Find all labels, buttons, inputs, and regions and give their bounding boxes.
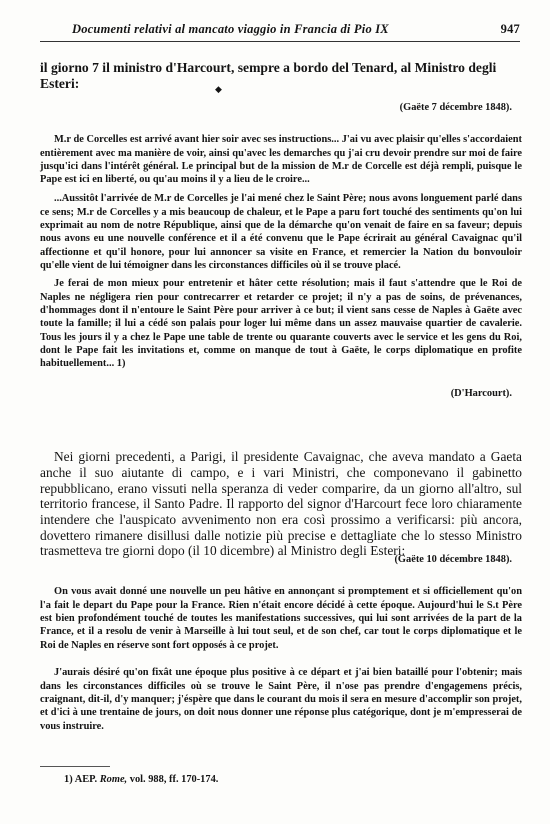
footnote-reference: vol. 988, ff. 170-174.: [129, 774, 219, 785]
letter1-date: (Gaëte 7 décembre 1848).: [399, 102, 512, 113]
letter2-paragraph-2: J'aurais désiré qu'on fixât une époque plus positive à ce départ et j'ai bien bataillé pour l'obtenir; mais dans les circonstances difficiles où se trouve le Saint Père, il n'ose pas prendre d'engagemens précis, craignant, dit-il, d'y manquer; j'éspère que dans le courant du mois il sera en mesure d'accomplir son projet, et d'ici à une trentaine de jours, on doit nous donner une réponse plus catégorique, dont je m'empresserai de vous instruire.: [40, 667, 522, 732]
footnote-rule: [40, 766, 110, 767]
footnote: [64, 774, 218, 785]
running-header: [72, 22, 520, 37]
intro-sentence: il giorno 7 il ministro d'Harcourt, sempre a bordo del Tenard, al Ministro degli Esteri:: [40, 60, 497, 91]
header-rule: [40, 41, 520, 42]
footnote-place: Rome,: [99, 774, 128, 785]
footnote-archive: AEP.: [74, 774, 98, 785]
footnote-marker: 1): [64, 774, 73, 785]
letter1-paragraph-1: M.r de Corcelles est arrivé avant hier soir avec ses instructions... J'ai vu avec plaisir qu'elles s'accordaient entièrement avec ma manière de voir, ainsi qu'avec les demarches qu j'ai cru devoir prendre sur moi de faire jusqu'ici dans l'intérêt général. Le principal but de la mission de M.r de Corcelle est déjà rempli, puisque le Pape est ici en liberté, ou qu'au moins il y a lieu de le croire...: [40, 134, 522, 186]
letter1-signature: (D'Harcourt).: [450, 388, 512, 399]
page-number: 947: [500, 22, 520, 36]
letter1-paragraph-2: ...Aussitôt l'arrivée de M.r de Corcelles je l'ai mené chez le Saint Père; nous avons longuement parlé dans ce sens; M.r de Corcelles y a mis beaucoup de chaleur, et le Pape a paru fort touché des sentiments qu'on lui exprimait au nom de notre République, ainsi que de la démarche qu'on venait de faire en sa faveur; depuis nous avons eu une nouvelle conférence et il a été convenu que le Pape écrirait au général Cavaignac qu'il affectionne et qu'il honore, pour lui annoncer sa visite en France, et remercier la Nation du bonvouloir qu'elle vient de lui témoigner dans les circonstances difficiles où il se trouve placé.: [40, 193, 522, 272]
letter2-date: (Gaëte 10 décembre 1848).: [394, 554, 512, 565]
narrative-paragraph: Nei giorni precedenti, a Parigi, il presidente Cavaignac, che aveva mandato a Gaeta anche il suo aiutante di campo, e i vari Ministri, che componevano il gabinetto repubblicano, erano vissuti nella speranza di veder comparire, da un giorno all'altro, sul territorio francese, il Santo Padre. Il rapporto del signor d'Harcourt fece loro chiaramente intendere che l'auspicato avvenimento non era così prossimo a verificarsi: più ancora, dovettero rimanere disillusi dalle notizie più precise e dettagliate che lo stesso Ministro trasmetteva tre giorni dopo (il 10 dicembre) al Ministro degli Esteri:: [40, 449, 522, 559]
letter1-paragraph-3: Je ferai de mon mieux pour entretenir et hâter cette résolution; mais il faut s'attendre que le Roi de Naples ne négligera rien pour contrecarrer et retarder ce projet; il n'y a pas de soins, de prévenances, d'hommages dont il n'entoure le Saint Père pour arriver à ce but; il vient sans cesse de Naples à Gaëte avec toute la famille; il lui a cédé son palais pour loger lui même dans un assez mauvaise quartier de cavalerie. Tous les jours il y a chez le Pape une table de trente ou quarante couverts avec le service et les gens du Roi, dont le Pape fait les invitations et, comme on manque de tout à Gaëte, le corps diplomatique en profite habituellement... 1): [40, 278, 522, 370]
stray-mark: ◆: [215, 84, 222, 94]
letter2-paragraph-1: On vous avait donné une nouvelle un peu hâtive en annonçant si promptement et si officiellement qu'on l'a fait le depart du Pape pour la France. Rien n'était encore décidé à cette époque. Aujourd'hui le S.t Père est bien profondément touché de toutes les manifestations successives, qui lui sont arrivées de la part de la France, et il a resolu de venir à Marseille à lui tout seul, et de son chef, car tout le corps diplomatique et le Roi de Naples en réserve sont fort opposés à ce projet.: [40, 586, 522, 651]
running-title: Documenti relativi al mancato viaggio in Francia di Pio IX: [72, 22, 389, 36]
